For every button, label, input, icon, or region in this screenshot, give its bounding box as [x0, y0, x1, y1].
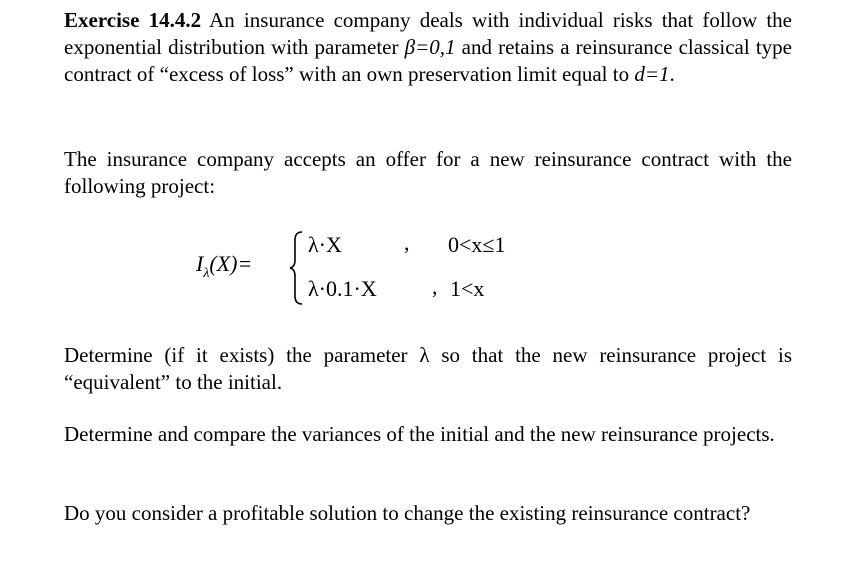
formula-lhs-rest: (X)= — [209, 251, 253, 276]
profitability-question: Do you consider a profitable solution to change the existing reinsurance contract? — [64, 501, 751, 525]
case2-expression: λ·0.1·X — [308, 276, 377, 301]
case1-condition: 0<x≤1 — [448, 232, 506, 257]
left-brace-icon — [288, 230, 304, 306]
new-contract-paragraph: The insurance company accepts an offer for a new reinsurance contract with the following project: — [64, 147, 792, 198]
case1-expression: λ·X — [308, 232, 342, 257]
exercise-intro-a: An insurance company deals with individual risks that follow the exponential distribution with parameter — [64, 8, 793, 59]
reinsurance-formula — [196, 224, 556, 314]
exercise-intro-b: and retains a reinsurance classical type contract of “excess of loss” with an own preservation limit equal to — [64, 35, 793, 86]
exercise-label: Exercise 14.4.2 — [64, 8, 202, 32]
exercise-intro-end: . — [669, 62, 675, 86]
formula-lhs — [196, 251, 253, 281]
case2-separator: , — [432, 274, 438, 299]
parameter-beta: β=0,1 — [404, 35, 456, 59]
formula-lhs-subscript: λ — [203, 266, 210, 281]
preservation-limit: d=1 — [634, 62, 670, 86]
exercise-statement — [64, 7, 792, 88]
variance-question: Determine and compare the variances of the initial and the new reinsurance projects. — [64, 422, 775, 446]
formula-lhs-base: I — [196, 251, 204, 276]
equivalence-question: Determine (if it exists) the parameter λ so that the new reinsurance project is “equivalent” to the initial. — [64, 343, 792, 394]
case1-separator: , — [404, 230, 410, 255]
case2-condition: 1<x — [450, 276, 485, 301]
